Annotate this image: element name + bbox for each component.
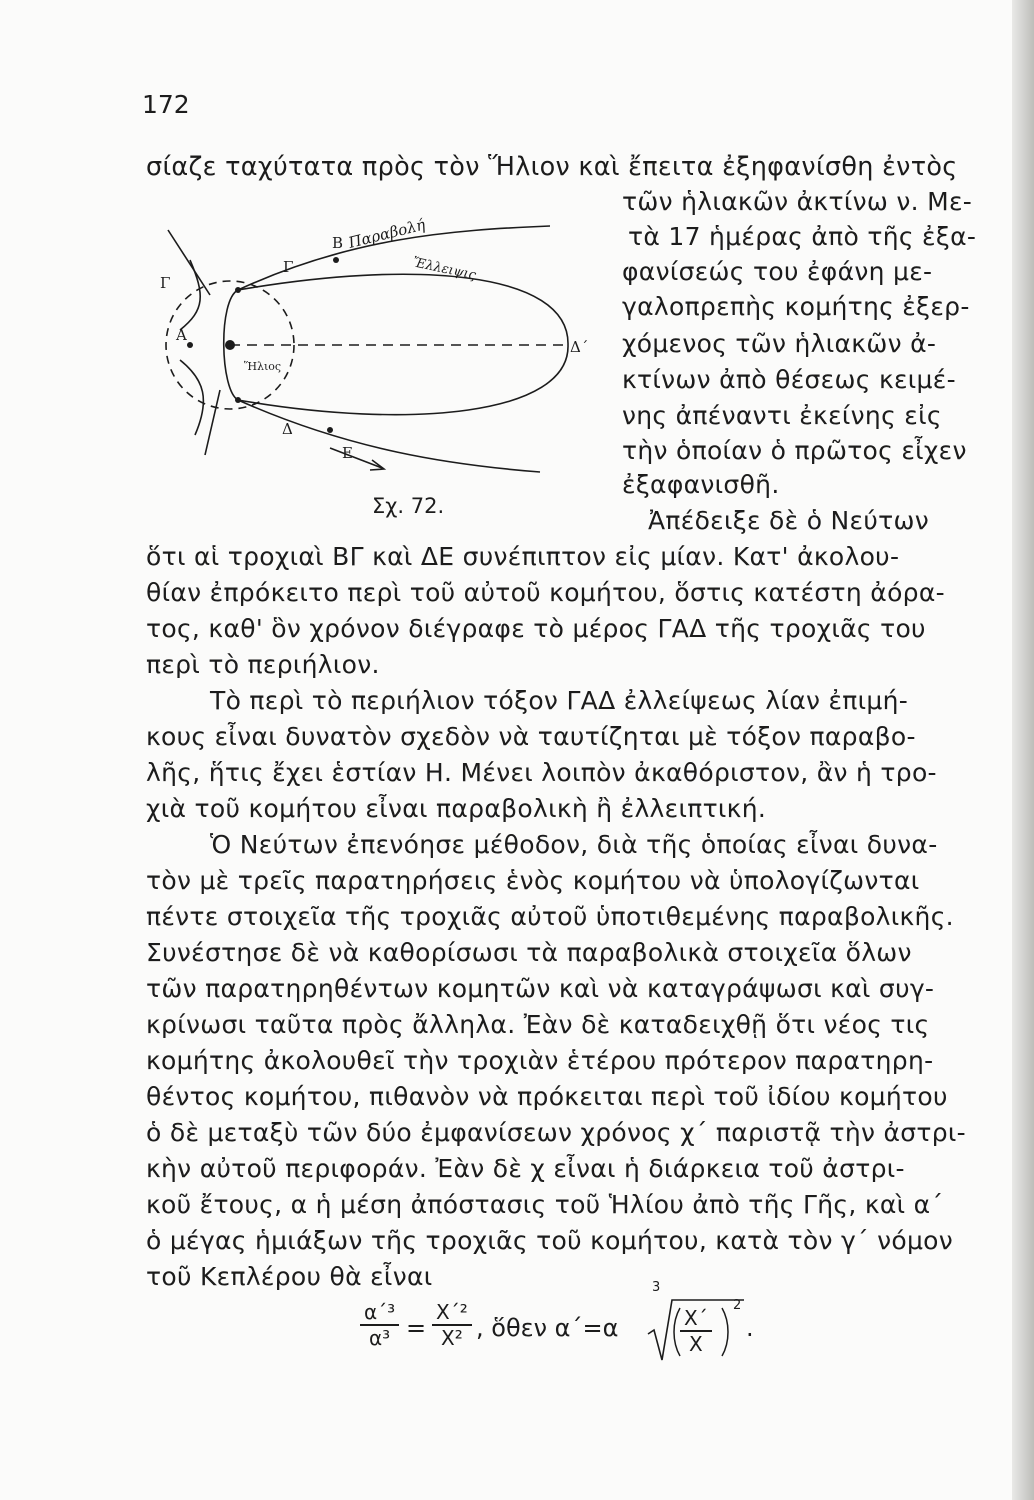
- ellipse-label: Ἔλλειψις: [411, 255, 478, 284]
- side-text-line: τῶν ἡλιακῶν ἀκτίνω ν. Με-: [622, 187, 973, 216]
- page-edge-shadow: [1012, 0, 1034, 1500]
- formula-end: .: [746, 1314, 754, 1342]
- sun-label: Ἥλιος: [244, 360, 282, 373]
- text-line: ὁ δὲ μεταξὺ τῶν δύο ἐμφανίσεων χρόνος χ΄ παριστᾷ τὴν ἀστρι-: [146, 1118, 967, 1147]
- side-text-line: ἐξαφανισθῆ.: [622, 470, 780, 499]
- text-line: χιὰ τοῦ κομήτου εἶναι παραβολικὴ ἢ ἐλλειπτική.: [146, 794, 767, 823]
- point-a: [187, 342, 193, 348]
- sun-point: [225, 340, 235, 350]
- inner-denominator: Χ: [689, 1332, 703, 1356]
- side-text-line: φανίσεώς του ἐφάνη με-: [622, 257, 933, 286]
- text-line: Τὸ περὶ τὸ περιήλιον τόξον ΓΑΔ ἐλλείψεως λίαν ἐπιμή-: [210, 686, 909, 715]
- label-a: Α: [176, 326, 187, 344]
- inner-numerator: Χ΄: [680, 1306, 712, 1332]
- point-e: [327, 427, 333, 433]
- label-d: Δ: [282, 420, 293, 438]
- label-b: Β: [332, 234, 344, 252]
- lhs-fraction: [360, 1300, 399, 1350]
- text-line: Συνέστησε δὲ νὰ καθορίσωσι τὰ παραβολικὰ στοιχεῖα ὅλων: [146, 938, 912, 967]
- side-text-line: τὰ 17 ἡμέρας ἀπὸ τῆς ἐξα-: [628, 222, 977, 251]
- root-index: 3: [652, 1280, 661, 1295]
- inner-fraction: [680, 1306, 712, 1356]
- earth-path-curve: [180, 360, 203, 435]
- tick-line: [205, 390, 220, 455]
- side-text-line: κτίνων ἀπὸ θέσεως κειμέ-: [622, 365, 956, 394]
- text-line: κρίνωσι ταῦτα πρὸς ἄλληλα. Ἐὰν δὲ καταδειχθῇ ὅτι νέος τις: [146, 1010, 930, 1039]
- lhs-numerator: α΄³: [360, 1300, 399, 1326]
- direction-arrow: [330, 448, 382, 468]
- side-text-line: χόμενος τῶν ἡλιακῶν ἀ-: [622, 329, 937, 358]
- point-d: [235, 397, 241, 403]
- figure-caption: Σχ. 72.: [372, 494, 445, 518]
- text-line: τῶν παρατηρηθέντων κομητῶν καὶ νὰ καταγράψωσι καὶ συγ-: [146, 974, 935, 1003]
- text-line: κὴν αὐτοῦ περιφοράν. Ἐὰν δὲ χ εἶναι ἡ διάρκεια τοῦ ἀστρι-: [146, 1154, 905, 1183]
- tick-line: [168, 230, 210, 295]
- side-text-line: τὴν ὁποίαν ὁ πρῶτος εἶχεν: [622, 436, 967, 465]
- page-number: 172: [142, 90, 190, 119]
- comet-orbit-figure: [150, 200, 610, 490]
- text-line: τοῦ Κεπλέρου θὰ εἶναι: [146, 1262, 433, 1291]
- text-line: λῆς, ἥτις ἔχει ἑστίαν Η. Μένει λοιπὸν ἀκαθόριστον, ἂν ἡ τρο-: [146, 758, 937, 787]
- rhs-denominator: Χ²: [441, 1326, 463, 1350]
- lhs-denominator: α³: [369, 1326, 391, 1350]
- point-g: [235, 287, 241, 293]
- text-line: περὶ τὸ περιήλιον.: [146, 650, 380, 679]
- side-text-line: Ἀπέδειξε δὲ ὁ Νεύτων: [648, 506, 929, 535]
- text-line: τὸν μὲ τρεῖς παρατηρήσεις ἑνὸς κομήτου νὰ ὑπολογίζωνται: [146, 866, 920, 895]
- label-g-left: Γ: [160, 274, 171, 292]
- exponent: 2: [733, 1298, 742, 1313]
- side-text-line: γαλοπρεπὴς κομήτης ἐξερ-: [622, 292, 970, 321]
- text-line: ὁ μέγας ἡμιάξων τῆς τροχιᾶς τοῦ κομήτου, κατὰ τὸν γ΄ νόμον: [146, 1226, 954, 1255]
- text-line: τος, καθ' ὃν χρόνον διέγραφε τὸ μέρος ΓΑΔ τῆς τροχιᾶς του: [146, 614, 926, 643]
- text-line: σίαζε ταχύτατα πρὸς τὸν Ἥλιον καὶ ἔπειτα ἐξηφανίσθη ἐντὸς: [146, 152, 958, 182]
- label-e: Ε: [342, 444, 353, 462]
- rhs-fraction: [432, 1300, 472, 1350]
- label-g: Γ: [283, 258, 294, 276]
- parabola-label: Παραβολή: [346, 215, 427, 252]
- text-line: Ὁ Νεύτων ἐπενόησε μέθοδον, διὰ τῆς ὁποίας εἶναι δυνα-: [210, 830, 938, 859]
- label-d-prime: Δ΄: [570, 338, 589, 356]
- kepler-formula: [360, 1280, 780, 1380]
- formula-then-text: , ὅθεν α΄=α: [476, 1314, 619, 1342]
- text-line: πέντε στοιχεῖα τῆς τροχιᾶς αὐτοῦ ὑποτιθεμένης παραβολικῆς.: [146, 902, 954, 931]
- text-line: κομήτης ἀκολουθεῖ τὴν τροχιὰν ἑτέρου πρότερον παρατηρη-: [146, 1046, 934, 1075]
- point-b: [333, 257, 339, 263]
- equals-sign: =: [406, 1314, 427, 1342]
- side-text-line: νης ἀπέναντι ἐκείνης εἰς: [622, 401, 942, 430]
- text-line: κους εἶναι δυνατὸν σχεδὸν νὰ ταυτίζηται μὲ τόξον παραβο-: [146, 722, 916, 751]
- text-line: κοῦ ἔτους, α ἡ μέση ἀπόστασις τοῦ Ἡλίου ἀπὸ τῆς Γῆς, καὶ α΄: [146, 1190, 944, 1219]
- text-line: θέντος κομήτου, πιθανὸν νὰ πρόκειται περὶ τοῦ ἰδίου κομήτου: [146, 1082, 948, 1111]
- text-line: θίαν ἐπρόκειτο περὶ τοῦ αὐτοῦ κομήτου, ὅστις κατέστη ἀόρα-: [146, 578, 945, 607]
- text-line: ὅτι αἱ τροχιαὶ ΒΓ καὶ ΔΕ συνέπιπτον εἰς μίαν. Κατ' ἀκολου-: [146, 542, 900, 571]
- rhs-numerator: Χ΄²: [432, 1300, 472, 1326]
